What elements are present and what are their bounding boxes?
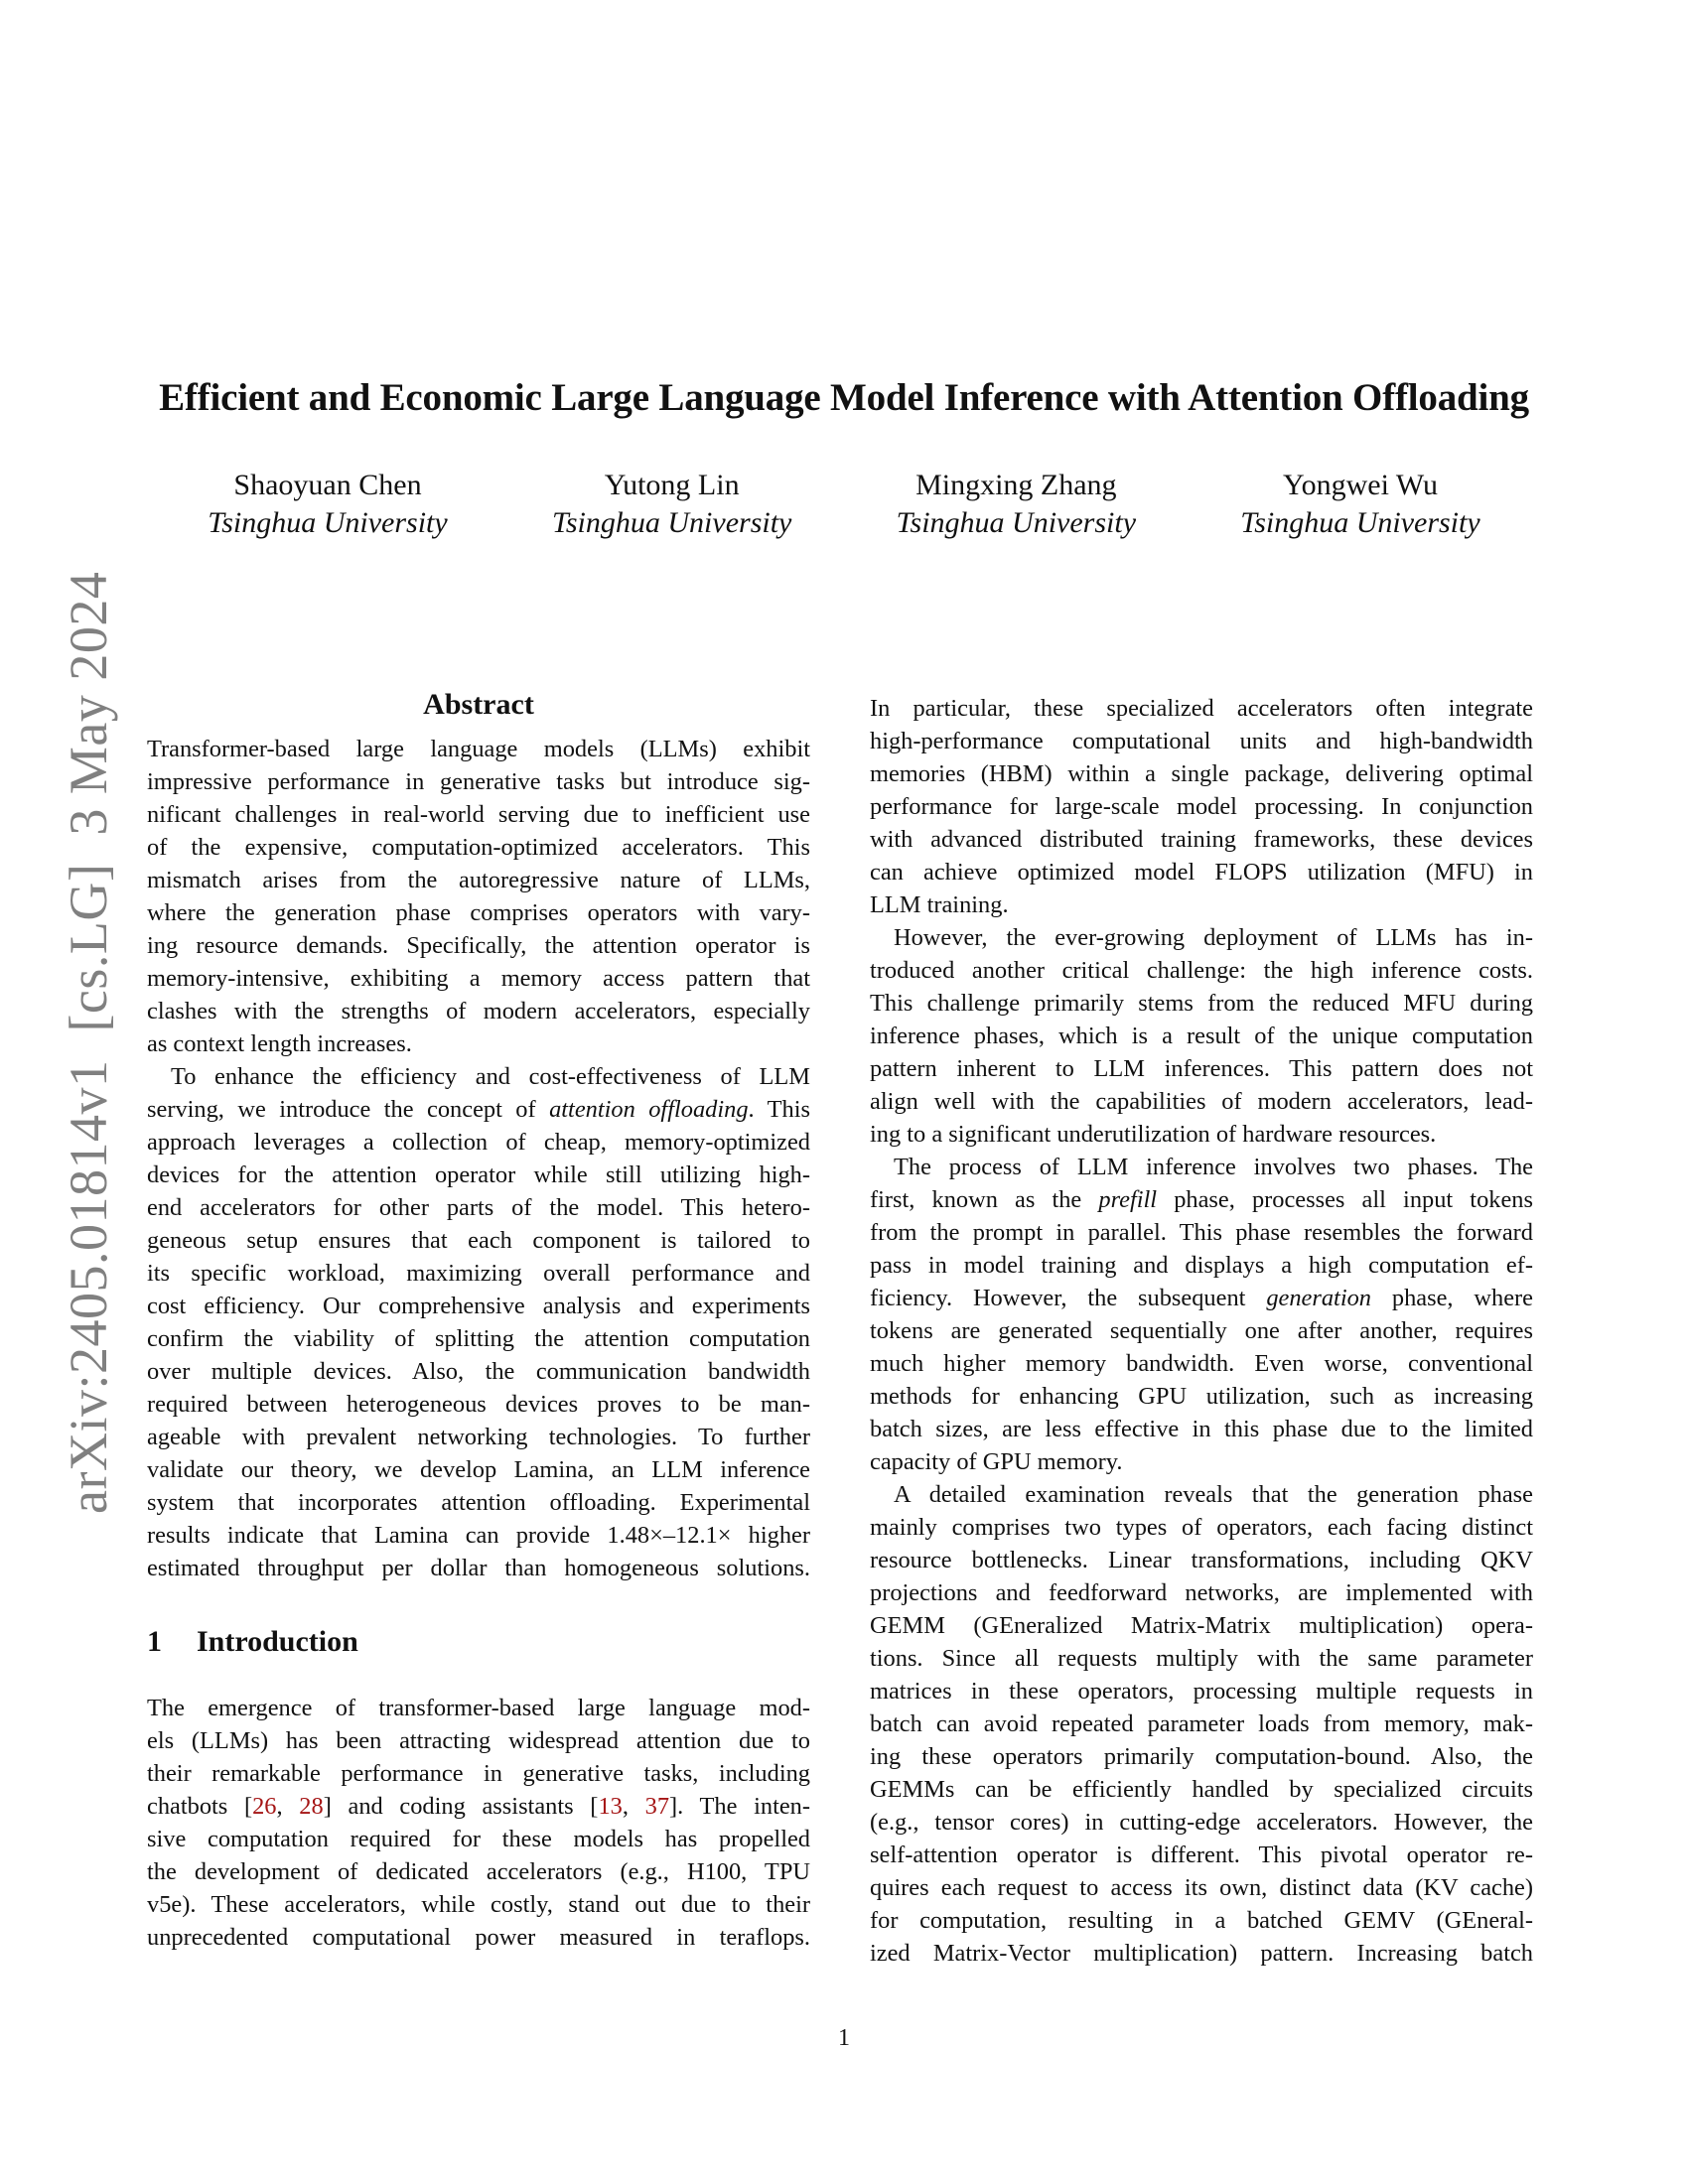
text-line: the development of dedicated accelerators (e.g., H100, TPU [147, 1858, 810, 1885]
text-line: where the generation phase comprises operators with vary- [147, 899, 810, 926]
text-line: from the prompt in parallel. This phase resembles the forward [870, 1219, 1533, 1246]
left-column [147, 685, 810, 1954]
text-line: impressive performance in generative tasks but introduce sig- [147, 768, 810, 795]
author-name: Mingxing Zhang [915, 469, 1117, 501]
text-line: sive computation required for these models has propelled [147, 1826, 810, 1852]
text-line: inference phases, which is a result of the unique computation [870, 1023, 1533, 1049]
author-block [1216, 467, 1504, 542]
author-block [872, 467, 1160, 542]
citation-link-28[interactable]: 28 [299, 1793, 324, 1820]
text-line: tokens are generated sequentially one after another, requires [870, 1317, 1533, 1344]
text-line: unprecedented computational power measured in teraflops. [147, 1924, 810, 1951]
text-line: results indicate that Lamina can provide 1.48×–12.1× higher [147, 1522, 810, 1549]
text-line: mismatch arises from the autoregressive nature of LLMs, [147, 867, 810, 893]
text-line: GEMMs can be efficiently handled by specialized circuits [870, 1776, 1533, 1803]
author-affiliation: Tsinghua University [208, 506, 448, 539]
text-run: ficiency. However, the subsequent [870, 1285, 1267, 1311]
page-number: 1 [838, 2025, 850, 2051]
abstract-paragraph-2 [147, 1060, 810, 1584]
text-line: v5e). These accelerators, while costly, stand out due to their [147, 1891, 810, 1918]
author-list [184, 467, 1504, 542]
text-line: ing these operators primarily computation-bound. Also, the [870, 1743, 1533, 1770]
text-line: ing resource demands. Specifically, the attention operator is [147, 932, 810, 959]
introduction-paragraph-1 [147, 1692, 810, 1954]
text-line: els (LLMs) has been attracting widespread attention due to [147, 1727, 810, 1754]
text-line: methods for enhancing GPU utilization, such as increasing [870, 1383, 1533, 1410]
text-line: GEMM (GEneralized Matrix-Matrix multiplication) opera- [870, 1612, 1533, 1639]
emphasis-attention-offloading: attention offloading [549, 1096, 749, 1123]
text-line: over multiple devices. Also, the communication bandwidth [147, 1358, 810, 1385]
body-paragraph [870, 1151, 1533, 1478]
citation-link-13[interactable]: 13 [598, 1793, 623, 1820]
emphasis-generation: generation [1266, 1285, 1371, 1311]
text-line: pass in model training and displays a high computation ef- [870, 1252, 1533, 1279]
text-line: mainly comprises two types of operators, each facing distinct [870, 1514, 1533, 1541]
text-line: cost efficiency. Our comprehensive analysis and experiments [147, 1293, 810, 1319]
text-line: A detailed examination reveals that the generation phase [894, 1481, 1533, 1508]
text-run: serving, we introduce the concept of [147, 1096, 550, 1123]
text-line [147, 1093, 810, 1126]
body-paragraph [870, 692, 1533, 921]
abstract-heading: Abstract [423, 688, 534, 721]
emphasis-prefill: prefill [1098, 1186, 1158, 1213]
text-line: However, the ever-growing deployment of LLMs has in- [894, 924, 1533, 951]
text-line: devices for the attention operator while still utilizing high- [147, 1161, 810, 1188]
author-name: Shaoyuan Chen [233, 469, 422, 501]
text-run: phase, where [1371, 1285, 1533, 1311]
text-line: pattern inherent to LLM inferences. This pattern does not [870, 1055, 1533, 1082]
text-run: ]. The inten- [669, 1793, 810, 1820]
text-line: as context length increases. [147, 1030, 412, 1057]
author-block [184, 467, 472, 542]
section-heading-introduction [147, 1622, 810, 1662]
text-line: ing to a significant underutilization of hardware resources. [870, 1121, 1437, 1148]
author-name: Yutong Lin [604, 469, 740, 501]
text-line: Transformer-based large language models (LLMs) exhibit [147, 736, 810, 762]
text-line: resource bottlenecks. Linear transformations, including QKV [870, 1547, 1533, 1573]
text-line: confirm the viability of splitting the attention computation [147, 1325, 810, 1352]
author-name: Yongwei Wu [1282, 469, 1438, 501]
text-run: , [622, 1793, 645, 1820]
text-line: matrices in these operators, processing multiple requests in [870, 1678, 1533, 1705]
text-line: To enhance the efficiency and cost-effectiveness of LLM [171, 1063, 810, 1090]
author-block [528, 467, 816, 542]
text-line: its specific workload, maximizing overall performance and [147, 1260, 810, 1287]
text-line: The emergence of transformer-based large language mod- [147, 1695, 810, 1721]
body-paragraph [870, 1478, 1533, 1970]
text-line: estimated throughput per dollar than homogeneous solutions. [147, 1555, 810, 1581]
text-line: nificant challenges in real-world serving due to inefficient use [147, 801, 810, 828]
text-line: quires each request to access its own, distinct data (KV cache) [870, 1874, 1533, 1901]
text-line [870, 1282, 1533, 1314]
text-line: troduced another critical challenge: the high inference costs. [870, 957, 1533, 984]
text-line: ageable with prevalent networking technologies. To further [147, 1424, 810, 1450]
text-line: system that incorporates attention offloading. Experimental [147, 1489, 810, 1516]
right-column [870, 692, 1533, 1970]
text-line: projections and feedforward networks, are implemented with [870, 1579, 1533, 1606]
citation-link-37[interactable]: 37 [644, 1793, 670, 1820]
text-line: capacity of GPU memory. [870, 1448, 1123, 1475]
text-line: clashes with the strengths of modern accelerators, especially [147, 998, 810, 1024]
abstract-paragraph-1 [147, 733, 810, 1060]
text-line: memories (HBM) within a single package, delivering optimal [870, 760, 1533, 787]
text-run: chatbots [ [147, 1793, 253, 1820]
text-line: geneous setup ensures that each component is tailored to [147, 1227, 810, 1254]
text-line: performance for large-scale model processing. In conjunction [870, 793, 1533, 820]
text-line: self-attention operator is different. This pivotal operator re- [870, 1842, 1533, 1868]
author-affiliation: Tsinghua University [896, 506, 1137, 539]
text-run: . This [748, 1096, 810, 1123]
text-line: align well with the capabilities of modern accelerators, lead- [870, 1088, 1533, 1115]
text-run: first, known as the [870, 1186, 1099, 1213]
text-line: This challenge primarily stems from the reduced MFU during [870, 990, 1533, 1017]
text-line: ized Matrix-Vector multiplication) pattern. Increasing batch [870, 1940, 1533, 1967]
text-line: much higher memory bandwidth. Even worse, conventional [870, 1350, 1533, 1377]
citation-link-26[interactable]: 26 [252, 1793, 277, 1820]
text-run: phase, processes all input tokens [1157, 1186, 1533, 1213]
text-line: The process of LLM inference involves two phases. The [894, 1154, 1533, 1180]
text-run: ] and coding assistants [ [323, 1793, 599, 1820]
text-run: , [276, 1793, 300, 1820]
author-affiliation: Tsinghua University [1240, 506, 1480, 539]
arxiv-identifier-stamp: arXiv:2405.01814v1 [cs.LG] 3 May 2024 [59, 571, 118, 1514]
text-line: batch can avoid repeated parameter loads from memory, mak- [870, 1710, 1533, 1737]
text-line: tions. Since all requests multiply with the same parameter [870, 1645, 1533, 1672]
text-line: In particular, these specialized accelerators often integrate [870, 695, 1533, 722]
text-line: validate our theory, we develop Lamina, an LLM inference [147, 1456, 810, 1483]
text-line [147, 1790, 810, 1823]
text-line: batch sizes, are less effective in this phase due to the limited [870, 1416, 1533, 1442]
text-line: can achieve optimized model FLOPS utilization (MFU) in [870, 859, 1533, 886]
text-line: required between heterogeneous devices proves to be man- [147, 1391, 810, 1418]
text-line: with advanced distributed training frameworks, these devices [870, 826, 1533, 853]
author-affiliation: Tsinghua University [551, 506, 792, 539]
section-title: Introduction [197, 1625, 358, 1658]
text-line: their remarkable performance in generative tasks, including [147, 1760, 810, 1787]
text-line [870, 1183, 1533, 1216]
text-line: memory-intensive, exhibiting a memory access pattern that [147, 965, 810, 992]
paper-title: Efficient and Economic Large Language Model Inference with Attention Offloading [159, 376, 1529, 420]
text-line: approach leverages a collection of cheap, memory-optimized [147, 1129, 810, 1156]
text-line: (e.g., tensor cores) in cutting-edge accelerators. However, the [870, 1809, 1533, 1836]
text-line: high-performance computational units and high-bandwidth [870, 728, 1533, 754]
text-line: LLM training. [870, 891, 1009, 918]
text-line: end accelerators for other parts of the model. This hetero- [147, 1194, 810, 1221]
section-number: 1 [147, 1625, 162, 1658]
text-line: for computation, resulting in a batched GEMV (GEneral- [870, 1907, 1533, 1934]
text-line: of the expensive, computation-optimized accelerators. This [147, 834, 810, 861]
body-paragraph [870, 921, 1533, 1151]
